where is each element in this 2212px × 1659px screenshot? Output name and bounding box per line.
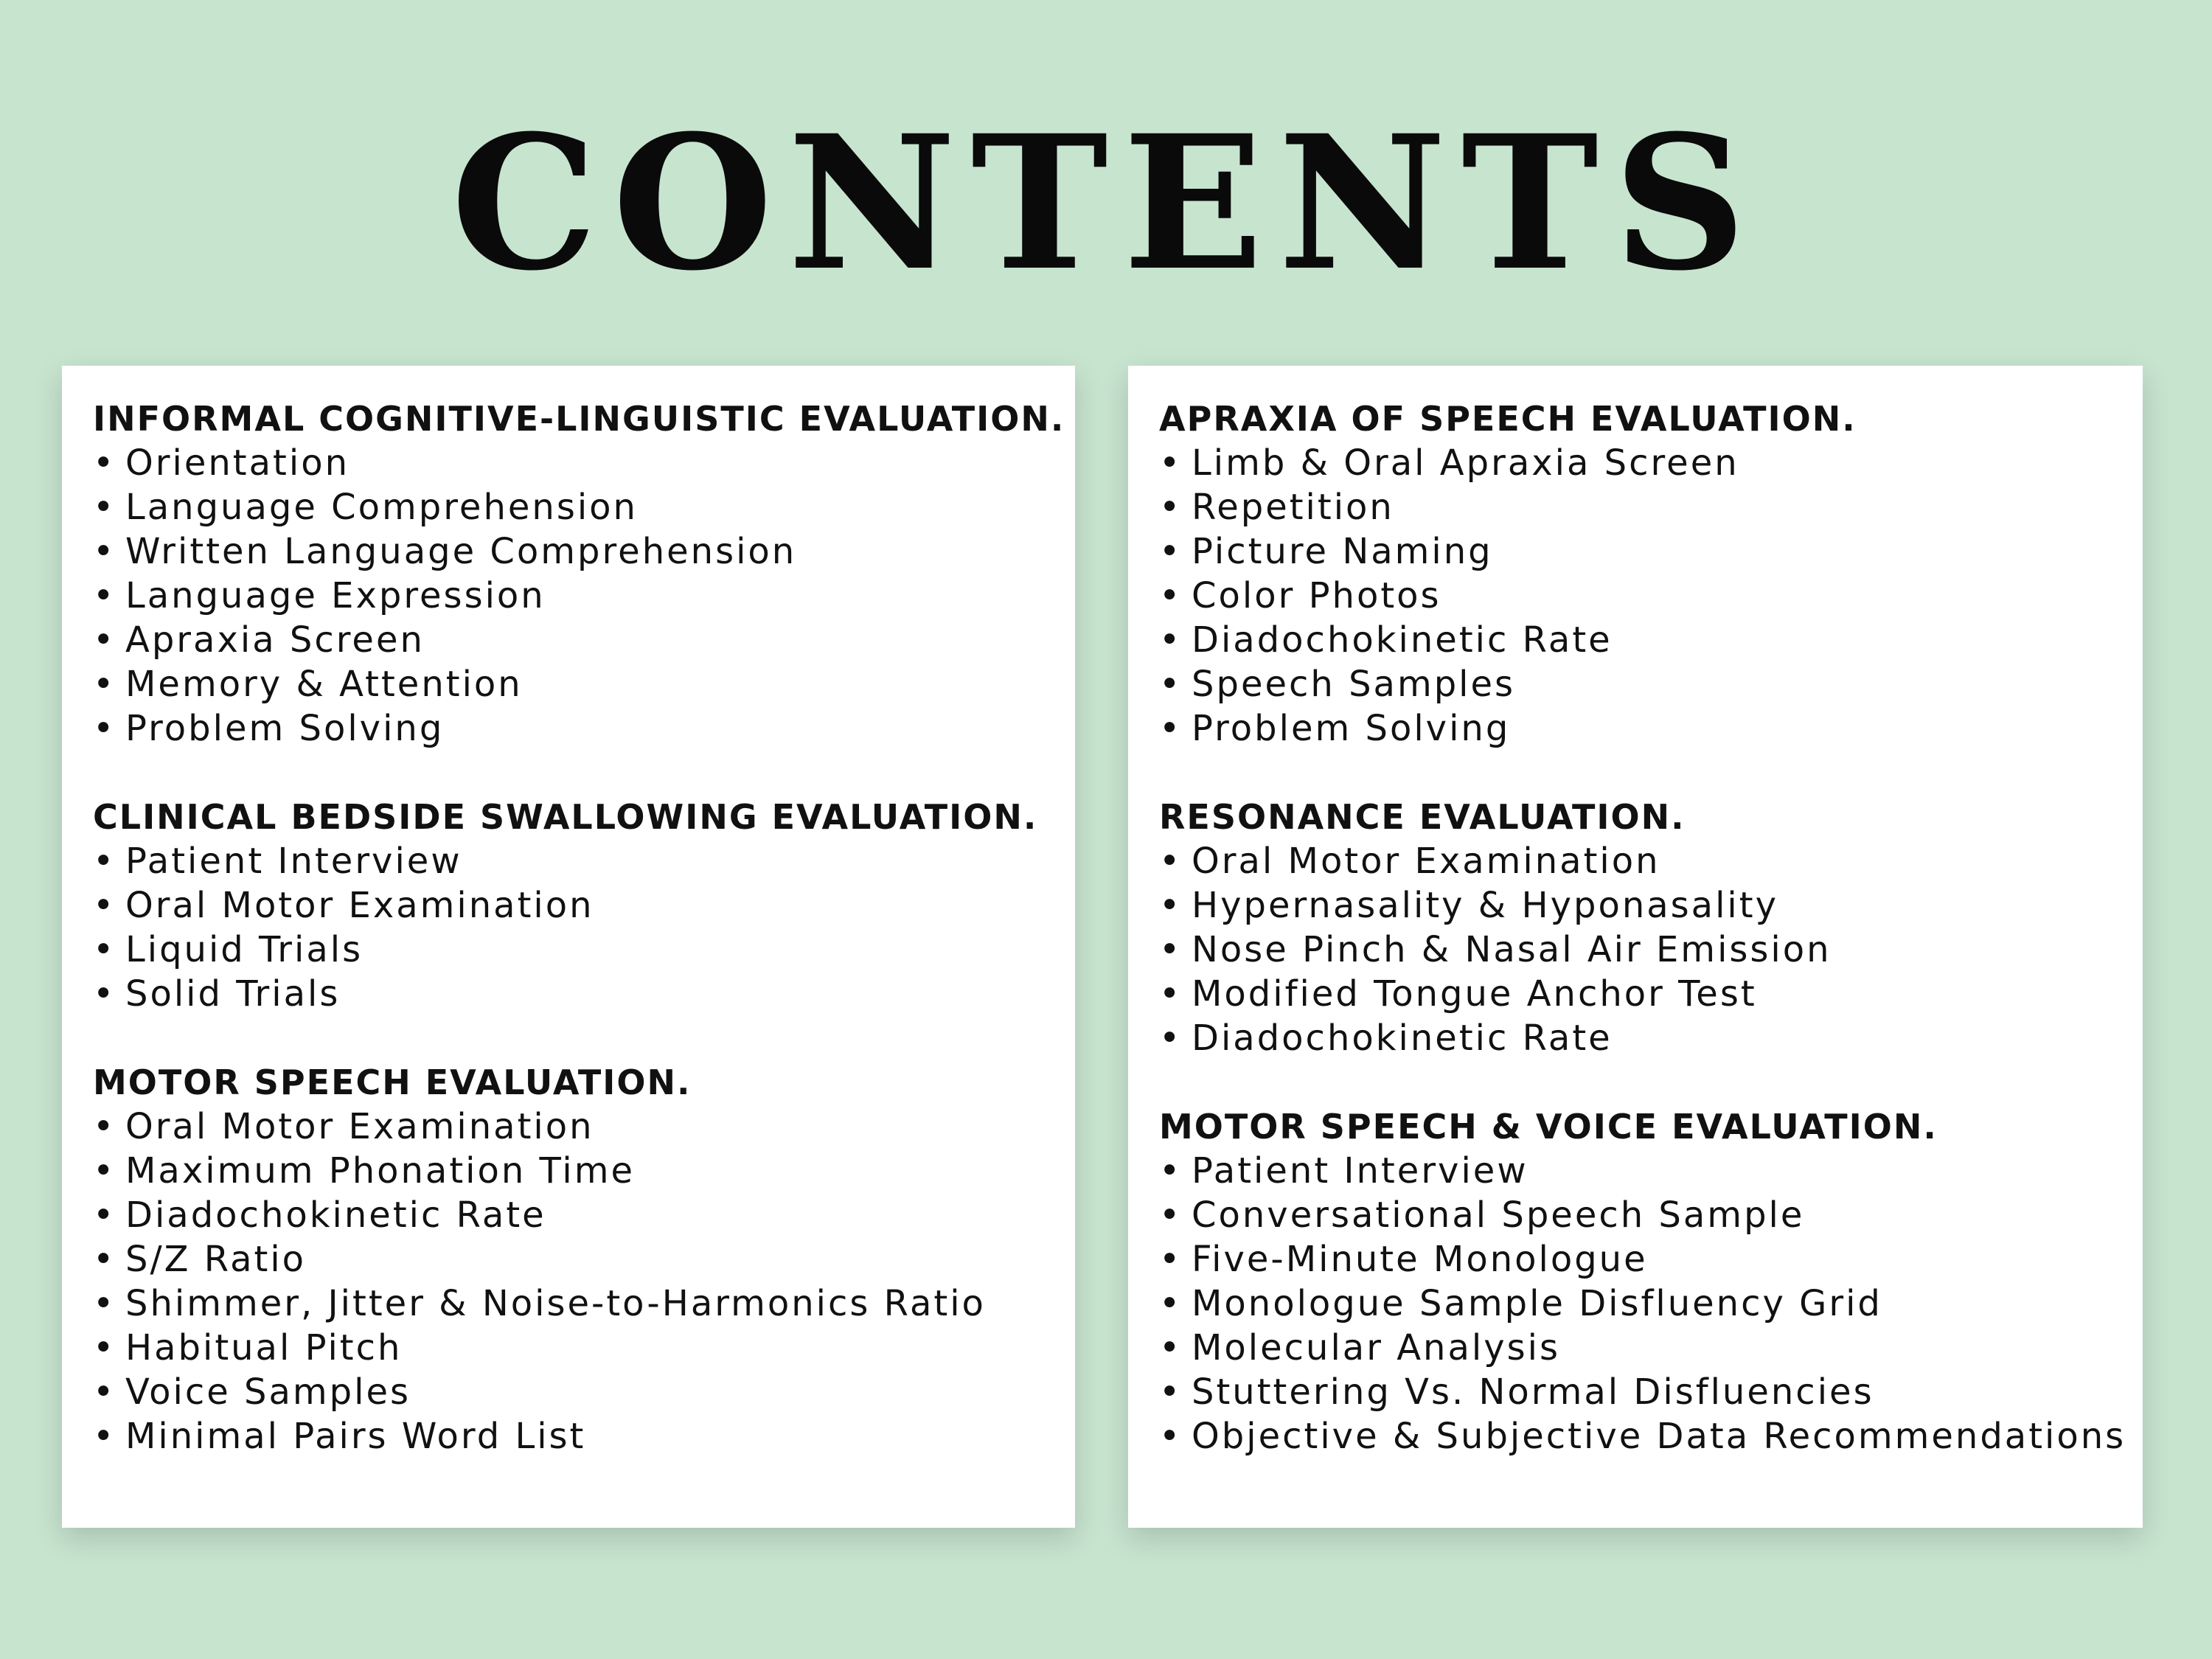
bullet-icon: • [93,1416,116,1457]
bullet-icon: • [1159,708,1183,749]
item-list [93,839,1075,1016]
list-item: • Picture Naming [1159,531,1493,572]
list-item: • Memory & Attention [93,664,523,705]
list-item: • Habitual Pitch [93,1327,403,1368]
bullet-icon: • [93,1239,116,1280]
bullet-icon: • [1159,664,1183,705]
bullet-icon: • [93,1150,116,1192]
bullet-icon: • [93,575,116,616]
bullet-icon: • [1159,1150,1183,1192]
list-item: • Objective & Subjective Data Recommendations [1159,1416,2126,1457]
section-apraxia [1159,397,2143,751]
bullet-icon: • [1159,1327,1183,1368]
list-item: • Monologue Sample Disfluency Grid [1159,1283,1882,1324]
list-item: • Conversational Speech Sample [1159,1194,1805,1236]
bullet-icon: • [1159,442,1183,484]
list-item: • S/Z Ratio [93,1239,307,1280]
bullet-icon: • [1159,1283,1183,1324]
bullet-icon: • [93,885,116,926]
section-heading: MOTOR SPEECH & VOICE EVALUATION. [1159,1107,1938,1147]
bullet-icon: • [93,708,116,749]
list-item: • Five-Minute Monologue [1159,1239,1648,1280]
item-list [1159,839,2143,1060]
list-item: • Diadochokinetic Rate [93,1194,546,1236]
list-item: • Diadochokinetic Rate [1159,619,1613,661]
list-item: • Color Photos [1159,575,1441,616]
bullet-icon: • [1159,1194,1183,1236]
bullet-icon: • [1159,1371,1183,1413]
list-item: • Voice Samples [93,1371,411,1413]
bullet-icon: • [1159,1416,1183,1457]
bullet-icon: • [93,1327,116,1368]
list-item: • Maximum Phonation Time [93,1150,636,1192]
list-item: • Oral Motor Examination [93,1106,594,1147]
list-item: • Oral Motor Examination [1159,841,1660,882]
list-item: • Stuttering Vs. Normal Disfluencies [1159,1371,1874,1413]
list-item: • Solid Trials [93,973,341,1015]
list-item: • Written Language Comprehension [93,531,797,572]
bullet-icon: • [93,1106,116,1147]
bullet-icon: • [93,1371,116,1413]
section-heading: INFORMAL COGNITIVE-LINGUISTIC EVALUATION. [93,399,1065,439]
list-item: • Repetition [1159,487,1394,528]
bullet-icon: • [1159,973,1183,1015]
list-item: • Problem Solving [1159,708,1511,749]
list-item: • Apraxia Screen [93,619,425,661]
bullet-icon: • [1159,619,1183,661]
list-item: • Oral Motor Examination [93,885,594,926]
contents-panel-right [1128,366,2143,1528]
item-list [1159,1149,2143,1458]
bullet-icon: • [1159,1018,1183,1059]
section-motor-speech-voice [1159,1105,2143,1458]
page-title: CONTENTS [451,94,1761,311]
list-item: • Liquid Trials [93,929,364,970]
bullet-icon: • [1159,1239,1183,1280]
bullet-icon: • [93,973,116,1015]
section-heading: CLINICAL BEDSIDE SWALLOWING EVALUATION. [93,797,1038,837]
list-item: • Limb & Oral Apraxia Screen [1159,442,1739,484]
section-motor-speech [93,1060,1075,1458]
list-item: • Problem Solving [93,708,445,749]
section-heading: MOTOR SPEECH EVALUATION. [93,1062,692,1102]
bullet-icon: • [1159,841,1183,882]
bullet-icon: • [93,664,116,705]
bullet-icon: • [1159,929,1183,970]
list-item: • Molecular Analysis [1159,1327,1560,1368]
list-item: • Language Comprehension [93,487,638,528]
bullet-icon: • [1159,487,1183,528]
bullet-icon: • [93,1194,116,1236]
bullet-icon: • [93,619,116,661]
list-item: • Minimal Pairs Word List [93,1416,586,1457]
section-resonance [1159,795,2143,1060]
section-heading: APRAXIA OF SPEECH EVALUATION. [1159,399,1857,439]
list-item: • Modified Tongue Anchor Test [1159,973,1757,1015]
list-item: • Patient Interview [93,841,462,882]
item-list [93,1105,1075,1458]
list-item: • Language Expression [93,575,546,616]
bullet-icon: • [93,487,116,528]
bullet-icon: • [1159,885,1183,926]
list-item: • Shimmer, Jitter & Noise-to-Harmonics Ratio [93,1283,986,1324]
list-item: • Hypernasality & Hyponasality [1159,885,1778,926]
bullet-icon: • [93,841,116,882]
section-swallowing [93,795,1075,1016]
list-item: • Speech Samples [1159,664,1516,705]
contents-panel-left [62,366,1075,1528]
item-list [1159,441,2143,751]
bullet-icon: • [1159,575,1183,616]
bullet-icon: • [93,442,116,484]
list-item: • Diadochokinetic Rate [1159,1018,1613,1059]
section-cognitive-linguistic [93,397,1075,751]
item-list [93,441,1075,751]
bullet-icon: • [93,531,116,572]
bullet-icon: • [93,929,116,970]
bullet-icon: • [1159,531,1183,572]
list-item: • Orientation [93,442,349,484]
section-heading: RESONANCE EVALUATION. [1159,797,1686,837]
list-item: • Nose Pinch & Nasal Air Emission [1159,929,1832,970]
bullet-icon: • [93,1283,116,1324]
list-item: • Patient Interview [1159,1150,1528,1192]
